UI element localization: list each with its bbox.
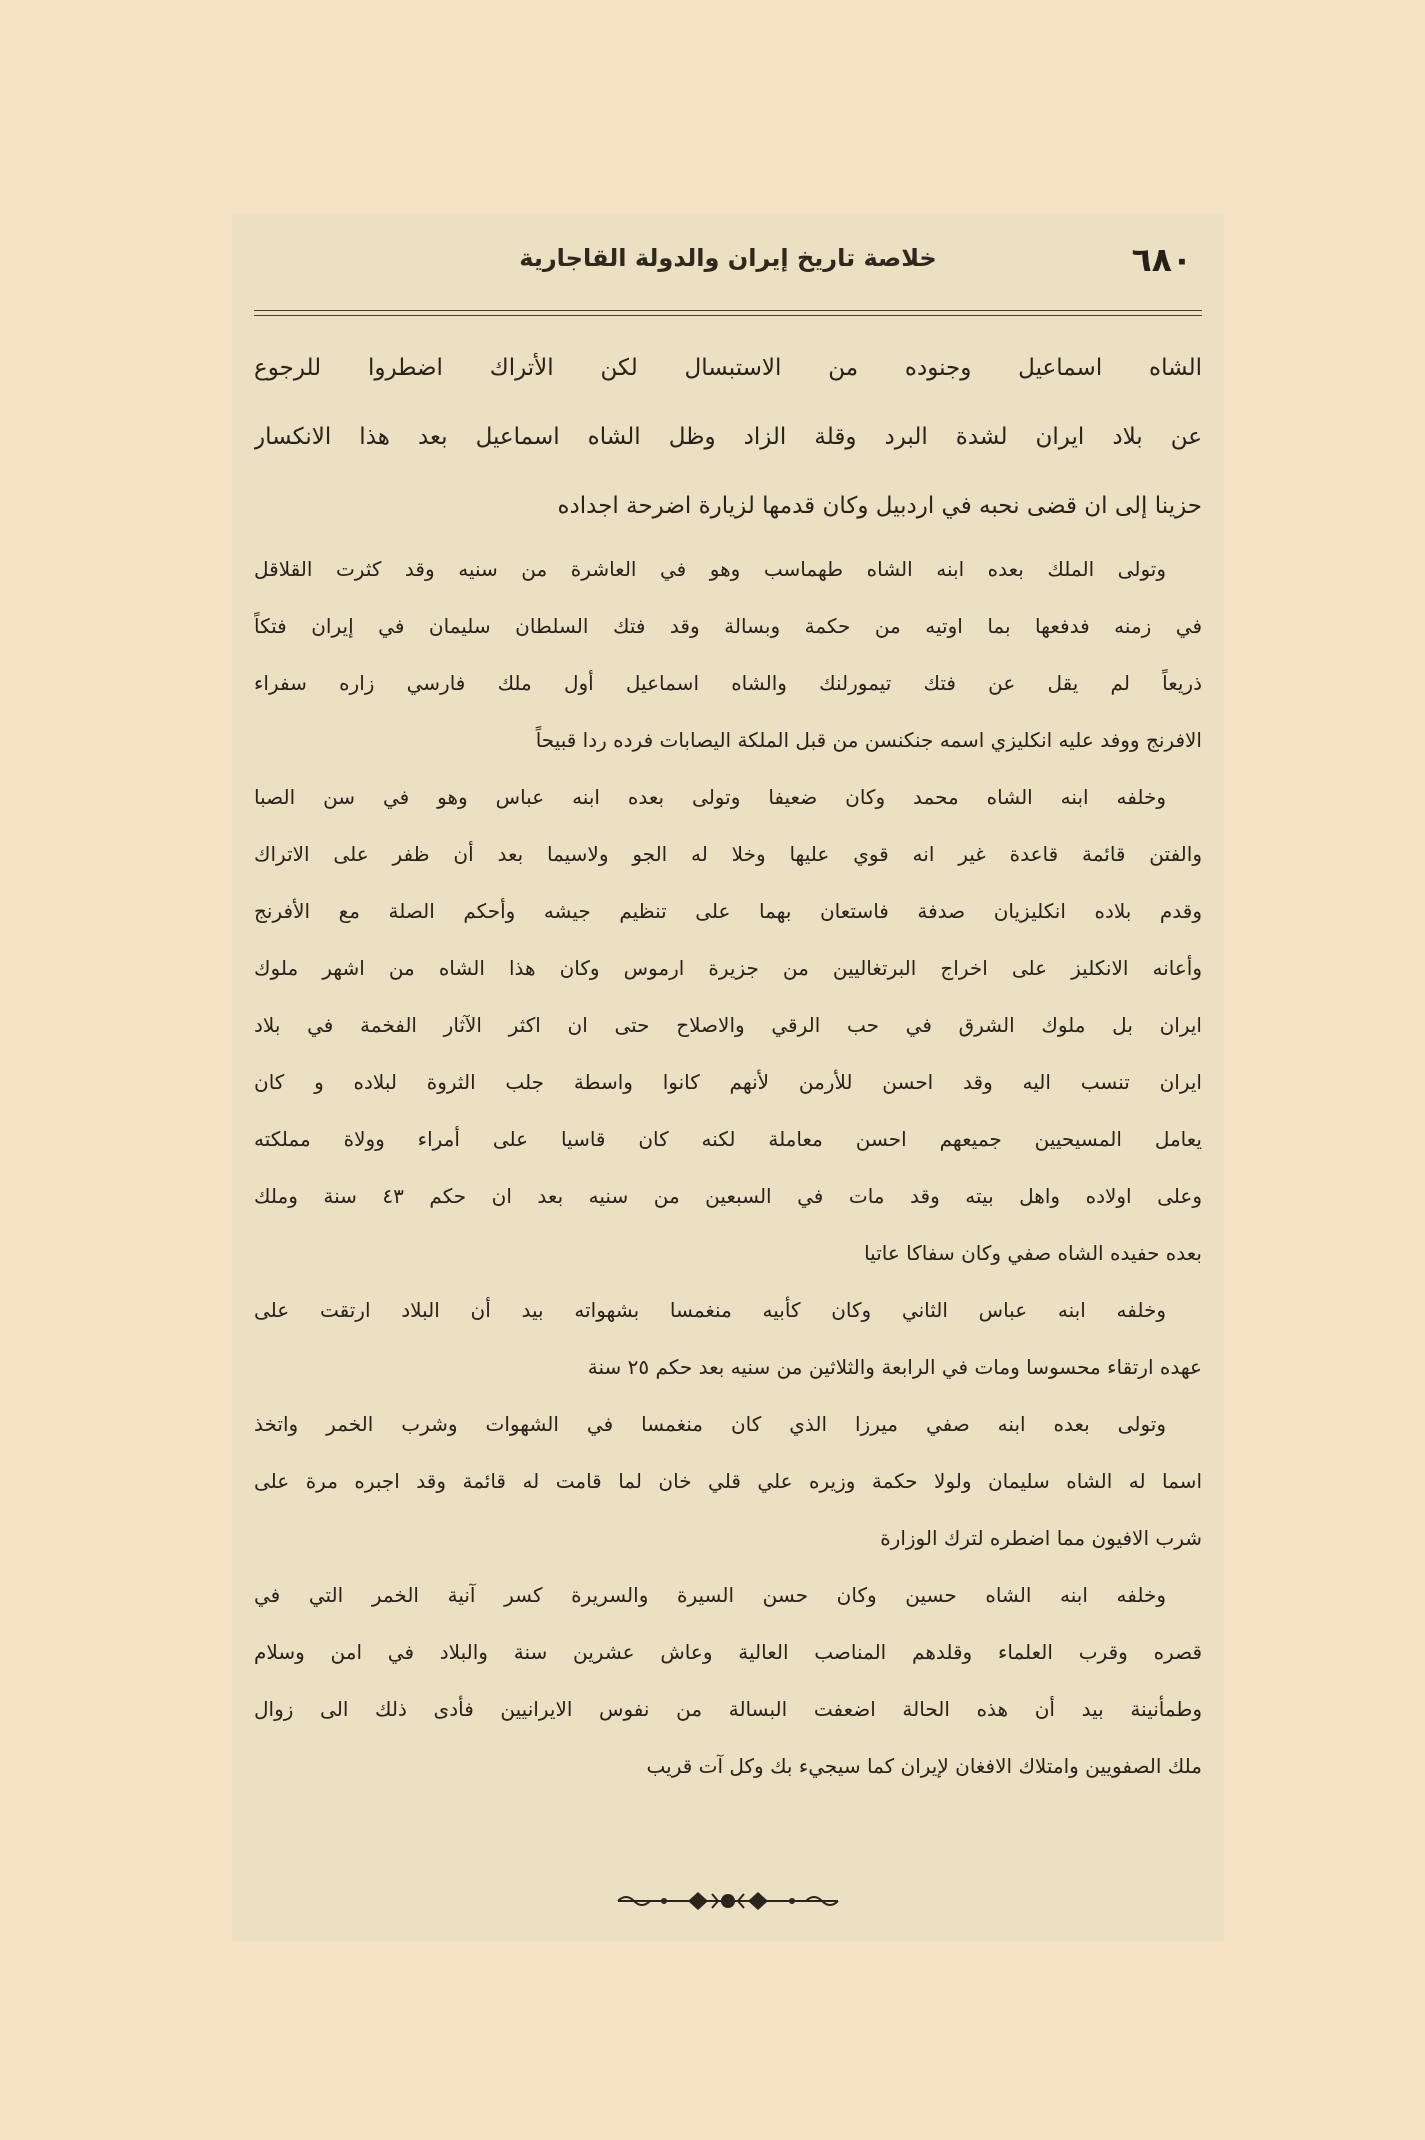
body-text (254, 334, 1202, 1795)
text-line: وطمأنينة بيد أن هذه الحالة اضعفت البسالة من نفوس الايرانيين فأدى ذلك الى زوال (254, 1697, 1202, 1721)
text-line: بعده حفيده الشاه صفي وكان سفاكا عاتيا (864, 1241, 1202, 1265)
header-rule (254, 310, 1202, 316)
text-line: قصره وقرب العلماء وقلدهم المناصب العالية وعاش عشرين سنة والبلاد في امن وسلام (254, 1640, 1202, 1664)
text-line: ملك الصفويين وامتلاك الافغان لإيران كما سيجيء بك وكل آت قريب (646, 1754, 1202, 1778)
page-number: ٦٨٠ (1131, 240, 1192, 279)
text-line: الشاه اسماعيل وجنوده من الاستبسال لكن الأتراك اضطروا للرجوع (254, 355, 1202, 381)
text-line: في زمنه فدفعها بما اوتيه من حكمة وبسالة وقد فتك السلطان سليمان في إيران فتكاً (254, 614, 1202, 638)
text-line: وأعانه الانكليز على اخراج البرتغاليين من جزيرة ارموس وكان هذا الشاه من اشهر ملوك (254, 956, 1202, 980)
page-header (254, 240, 1202, 294)
text-line: وتولى بعده ابنه صفي ميرزا الذي كان منغمسا في الشهوات وشرب الخمر واتخذ (254, 1412, 1166, 1436)
text-line: ايران بل ملوك الشرق في حب الرقي والاصلاح حتى ان اكثر الآثار الفخمة في بلاد (254, 1013, 1202, 1037)
text-line: شرب الافيون مما اضطره لترك الوزارة (880, 1526, 1202, 1550)
text-line: وقدم بلاده انكليزيان صدفة فاستعان بهما على تنظيم جيشه وأحكم الصلة مع الأفرنج (254, 899, 1202, 923)
text-line: وخلفه ابنه الشاه محمد وكان ضعيفا وتولى بعده ابنه عباس وهو في سن الصبا (254, 785, 1166, 809)
text-line: اسما له الشاه سليمان ولولا حكمة وزيره علي قلي خان لما قامت له قائمة وقد اجبره مرة على (254, 1469, 1202, 1493)
text-line: عن بلاد ايران لشدة البرد وقلة الزاد وظل الشاه اسماعيل بعد هذا الانكسار (254, 424, 1202, 450)
end-ornament-icon (232, 1886, 1224, 1916)
text-line: وعلى اولاده واهل بيته وقد مات في السبعين من سنيه بعد ان حكم ٤٣ سنة وملك (254, 1184, 1202, 1208)
running-title: خلاصة تاريخ إيران والدولة القاجارية (519, 244, 937, 272)
text-line: وخلفه ابنه الشاه حسين وكان حسن السيرة والسريرة كسر آنية الخمر التي في (254, 1583, 1166, 1607)
text-line: الافرنج ووفد عليه انكليزي اسمه جنكنسن من قبل الملكة اليصابات فرده ردا قبيحاً (535, 728, 1202, 752)
text-line: يعامل المسيحيين جميعهم احسن معاملة لكنه كان قاسيا على أمراء وولاة مملكته (254, 1127, 1202, 1151)
text-line: عهده ارتقاء محسوسا ومات في الرابعة والثلاثين من سنيه بعد حكم ٢٥ سنة (587, 1355, 1202, 1379)
text-line: ذريعاً لم يقل عن فتك تيمورلنك والشاه اسماعيل أول ملك فارسي زاره سفراء (254, 671, 1202, 695)
text-line: والفتن قائمة قاعدة غير انه قوي عليها وخلا له الجو ولاسيما بعد أن ظفر على الاتراك (254, 842, 1202, 866)
text-line: ايران تنسب اليه وقد احسن للأرمن لأنهم كانوا واسطة جلب الثروة لبلاده و كان (254, 1070, 1202, 1094)
text-line: وتولى الملك بعده ابنه الشاه طهماسب وهو في العاشرة من سنيه وقد كثرت القلاقل (254, 557, 1166, 581)
scanned-page (232, 214, 1224, 1941)
text-line: حزينا إلى ان قضى نحبه في اردبيل وكان قدمها لزيارة اضرحة اجداده (557, 493, 1202, 519)
text-line: وخلفه ابنه عباس الثاني وكان كأبيه منغمسا بشهواته بيد أن البلاد ارتقت على (254, 1298, 1166, 1322)
